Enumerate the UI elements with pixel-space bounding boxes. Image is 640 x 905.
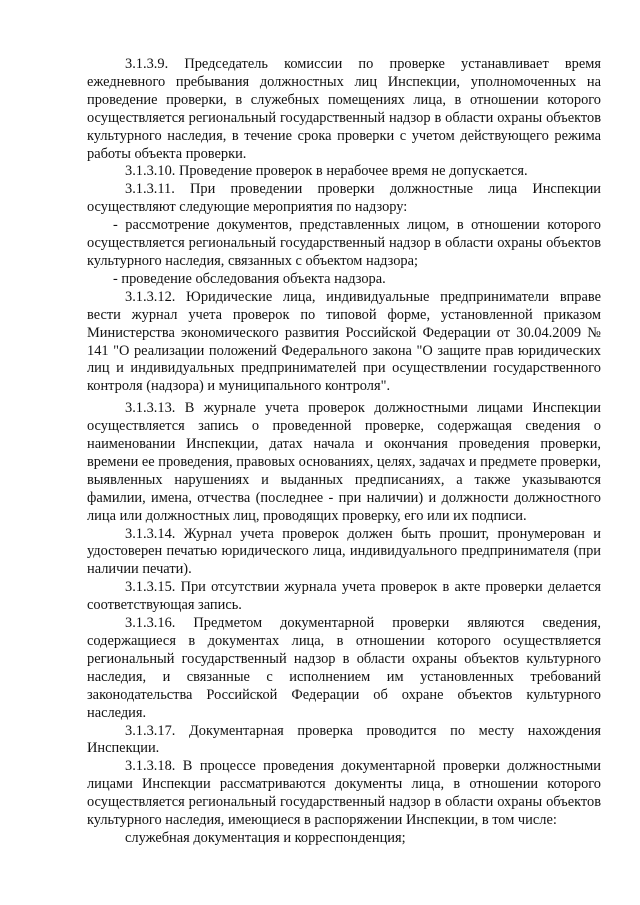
- paragraph-3-1-3-17: 3.1.3.17. Документарная проверка проводится по месту нахождения Инспекции.: [87, 722, 601, 757]
- list-item-official-documentation: служебная документация и корреспонденция;: [125, 829, 406, 846]
- list-item-document-review: - рассмотрение документов, представленных лицом, в отношении которого осуществляется региональный государственный надзор в области охраны объектов культурного наследия, связанных с объектом надзора;: [87, 217, 601, 269]
- paragraph-3-1-3-16: 3.1.3.16. Предметом документарной проверки являются сведения, содержащиеся в документах лица, в отношении которого осуществляется региональный государственный надзор в области охраны объектов культурного наследия, и связанные с исполнением им установленных требований законодательства Российской Федерации об охране объектов культурного наследия.: [87, 615, 601, 721]
- paragraph-3-1-3-12: 3.1.3.12. Юридические лица, индивидуальные предприниматели вправе вести журнал учета проверок по типовой форме, установленной приказом Министерства экономического развития Российской Федерации от 30.04.2009 № 141 "О реализации положений Федерального закона "О защите прав юридических лиц и индивидуальных предпринимателей при осуществлении государственного контроля (надзора) и муниципального контроля".: [87, 288, 601, 395]
- paragraph-3-1-3-15: 3.1.3.15. При отсутствии журнала учета проверок в акте проверки делается соответствующая запись.: [87, 579, 601, 614]
- document-page: [87, 56, 601, 848]
- paragraph-3-1-3-10: 3.1.3.10. Проведение проверок в нерабочее время не допускается.: [125, 163, 528, 180]
- paragraph-3-1-3-9: 3.1.3.9. Председатель комиссии по проверке устанавливает время ежедневного пребывания должностных лиц Инспекции, уполномоченных на проведение проверки, в служебных помещениях лица, в отношении которого осуществляется региональный государственный надзор в области охраны объектов культурного наследия, в течение срока проверки с учетом действующего режима работы объекта проверки.: [87, 56, 601, 162]
- paragraph-3-1-3-18: 3.1.3.18. В процессе проведения документарной проверки должностными лицами Инспекции рассматриваются документы лица, в отношении которого осуществляется региональный государственный надзор в области охраны объектов культурного наследия, имеющиеся в распоряжении Инспекции, в том числе:: [87, 758, 601, 829]
- paragraph-3-1-3-11: 3.1.3.11. При проведении проверки должностные лица Инспекции осуществляют следующие мероприятия по надзору:: [87, 181, 601, 216]
- paragraph-3-1-3-14: 3.1.3.14. Журнал учета проверок должен быть прошит, пронумерован и удостоверен печатью юридического лица, индивидуального предпринимателя (при наличии печати).: [87, 525, 601, 578]
- list-item-inspection: - проведение обследования объекта надзора.: [113, 270, 386, 287]
- paragraph-3-1-3-13: 3.1.3.13. В журнале учета проверок должностными лицами Инспекции осуществляется запись о проведенной проверке, содержащая сведения о наименовании Инспекции, датах начала и окончания проведения проверки, времени ее проведения, правовых основаниях, целях, задачах и предмете проверки, выявленных нарушениях и выданных предписаниях, а также указываются фамилии, имена, отчества (последнее - при наличии) и должности должностного лица или должностных лиц, проводящих проверку, его или их подписи.: [87, 400, 601, 524]
